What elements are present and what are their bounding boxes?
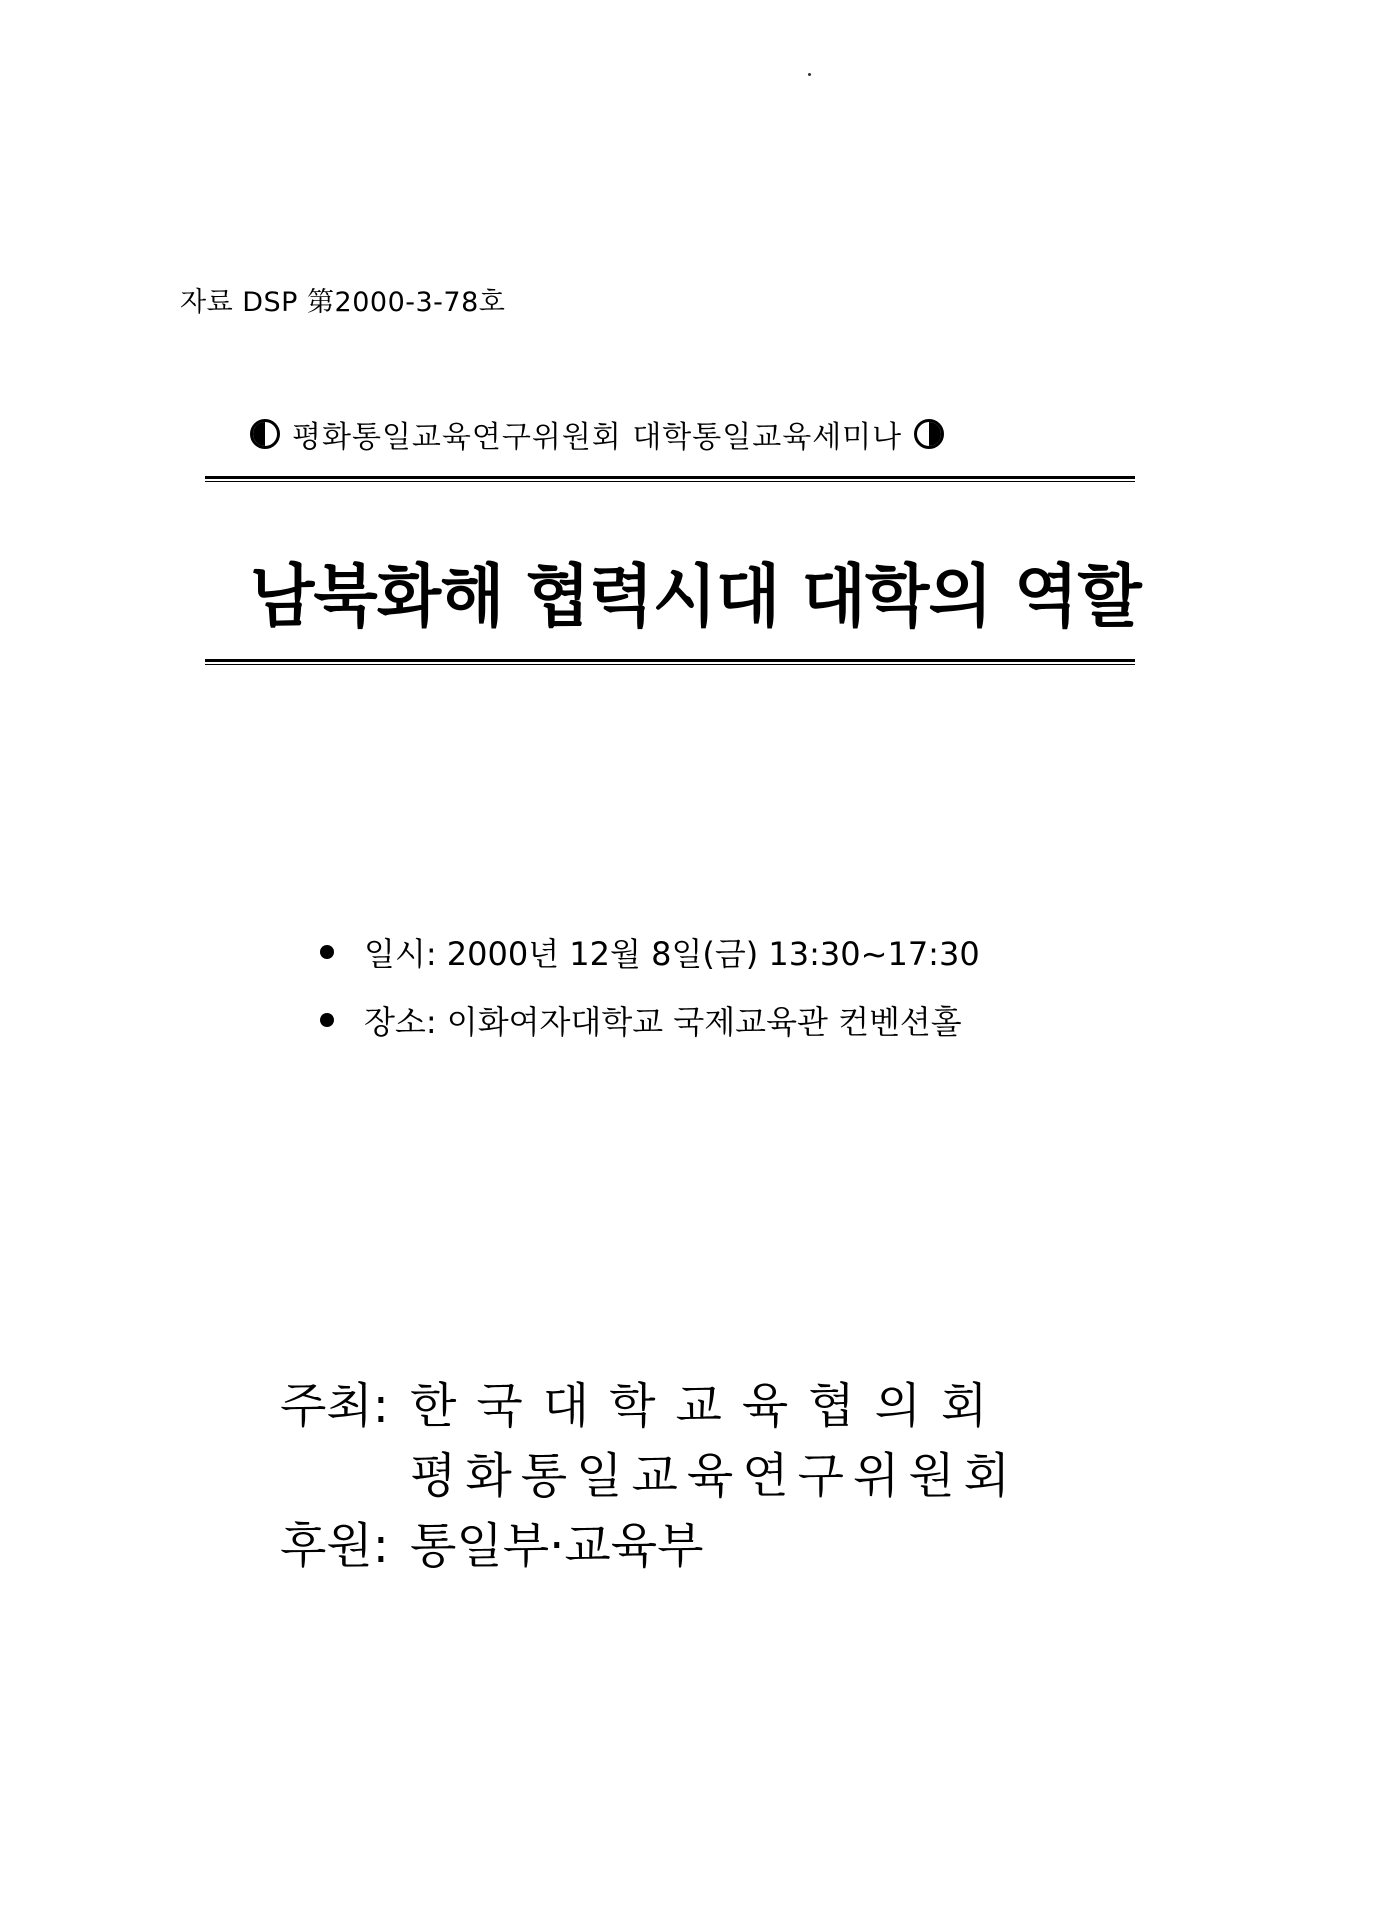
bullet-icon	[320, 1013, 334, 1027]
detail-venue	[320, 986, 980, 1054]
organizers	[280, 1366, 1019, 1576]
sponsor-value: 통일부·교육부	[410, 1517, 704, 1574]
host-row-2	[280, 1436, 1019, 1506]
detail-date	[320, 918, 980, 986]
bullet-icon	[320, 945, 334, 959]
host-line-1: 한국대학교육협의회	[410, 1377, 1008, 1434]
detail-venue-text: 장소: 이화여자대학교 국제교육관 컨벤션홀	[364, 1003, 962, 1041]
sponsor-row	[280, 1506, 1019, 1576]
host-row	[280, 1366, 1019, 1436]
seminar-series: 평화통일교육연구위원회 대학통일교육세미나	[292, 420, 903, 455]
title-bottom-rule	[205, 659, 1135, 665]
host-label: 주최:	[280, 1377, 389, 1434]
main-title: 남북화해 협력시대 대학의 역할	[250, 558, 1141, 637]
seminar-series-line	[250, 412, 944, 456]
host-line-2: 평화통일교육연구위원회	[410, 1447, 1020, 1504]
scan-speck	[808, 73, 811, 76]
half-circle-left-icon	[250, 419, 280, 449]
document-number: 자료 DSP 第2000-3-78호	[180, 287, 506, 318]
half-circle-right-icon	[914, 419, 944, 449]
detail-date-text: 일시: 2000년 12월 8일(금) 13:30~17:30	[364, 935, 980, 973]
event-details	[320, 918, 980, 1054]
sponsor-label: 후원:	[280, 1517, 389, 1574]
title-top-rule	[205, 476, 1135, 482]
